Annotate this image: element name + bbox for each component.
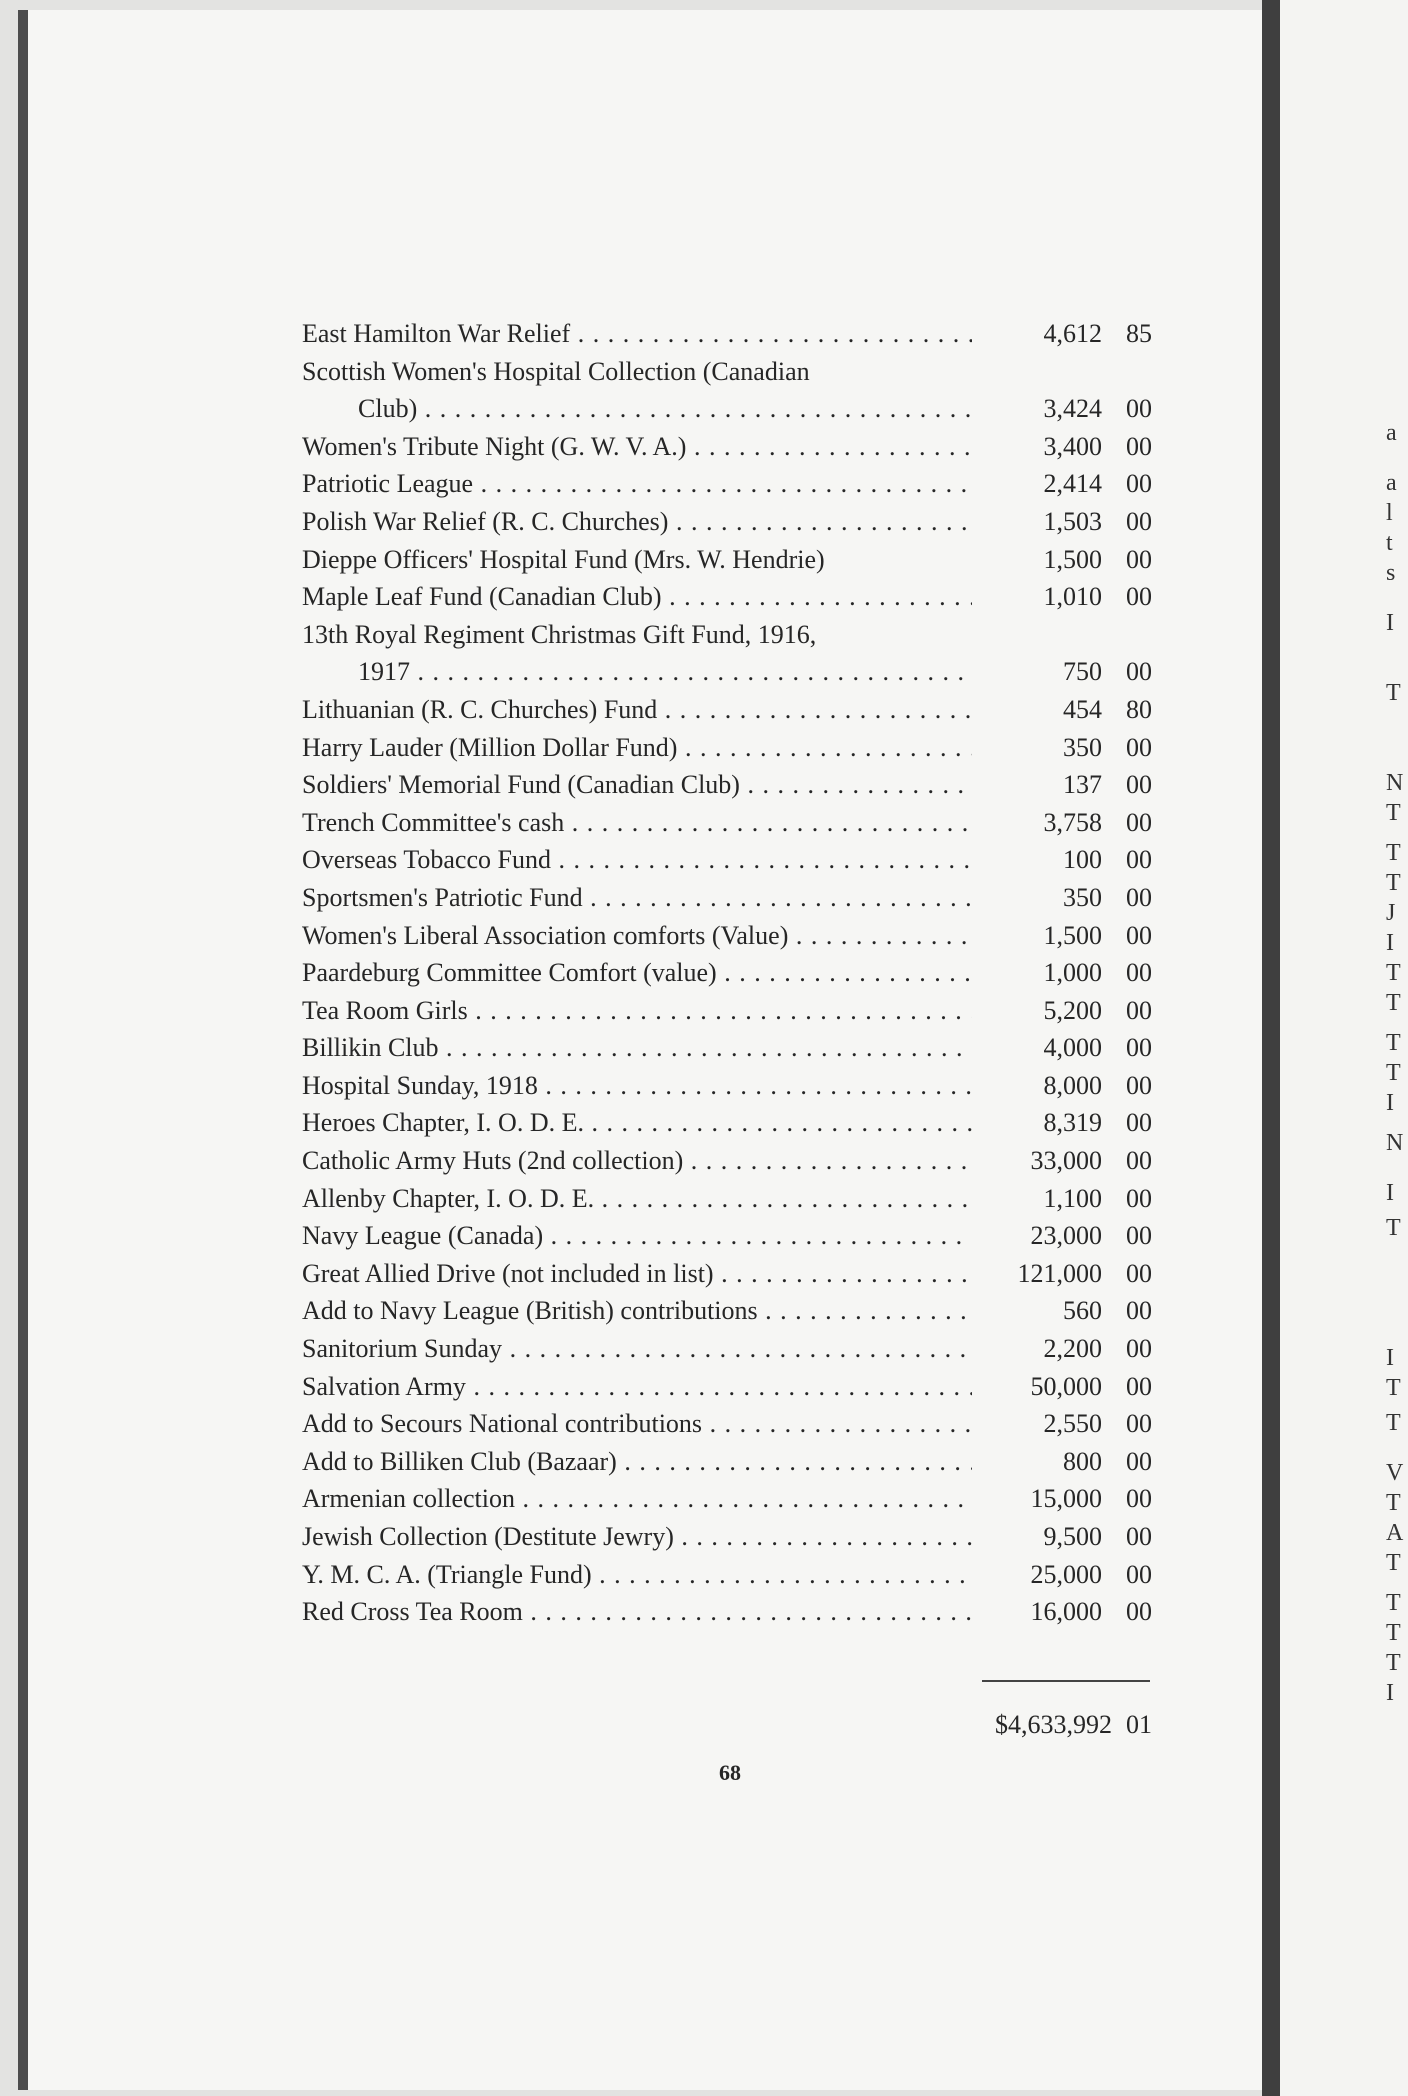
ledger-row-label: Navy League (Canada) . . .	[302, 1217, 972, 1255]
ledger-row-cents: 00	[1126, 657, 1152, 687]
ledger-row	[302, 465, 1152, 503]
ledger-row-cents: 00	[1126, 506, 1152, 536]
ledger-row-cents: 00	[1126, 394, 1152, 424]
ledger-row-label: Red Cross Tea Room . . .	[302, 1593, 972, 1631]
ledger-row-amount: 1,100	[1043, 1183, 1102, 1213]
ledger-row-cents: 00	[1126, 882, 1152, 912]
ledger-row-label: 13th Royal Regiment Christmas Gift Fund, 1916,	[302, 619, 817, 649]
ledger-row-label: Armenian collection . . .	[302, 1480, 972, 1518]
ledger-row-label: Add to Secours National contributions . . .	[302, 1405, 972, 1443]
ledger-row-label: Lithuanian (R. C. Churches) Fund . . .	[302, 691, 972, 729]
facing-page-letter: T	[1386, 1550, 1401, 1576]
ledger-row-amount: 2,550	[1043, 1409, 1102, 1439]
facing-page-letter: T	[1386, 1030, 1401, 1056]
ledger-row-amount: 3,758	[1043, 807, 1102, 837]
book-gutter	[1262, 0, 1280, 2096]
ledger-row-amount: 100	[1063, 845, 1102, 875]
facing-page-letter: T	[1386, 800, 1401, 826]
ledger-row-label: Paardeburg Committee Comfort (value) . . .	[302, 954, 972, 992]
ledger-row-cents: 00	[1126, 431, 1152, 461]
ledger-row	[302, 917, 1152, 955]
ledger-row-amount: 4,612	[1043, 319, 1102, 348]
ledger-row	[302, 1368, 1152, 1406]
ledger-row	[302, 1142, 1152, 1180]
ledger-row	[302, 1330, 1152, 1368]
ledger-row-label: Patriotic League . . .	[302, 465, 972, 503]
ledger-row-label: East Hamilton War Relief . . .	[302, 315, 972, 353]
ledger-row	[302, 1593, 1152, 1631]
total-rule	[982, 1680, 1150, 1682]
ledger-row	[302, 616, 1152, 654]
contributions-list	[302, 315, 1152, 1631]
ledger-row-cents: 00	[1126, 958, 1152, 988]
facing-page-letter: T	[1386, 1620, 1401, 1646]
facing-page-letter: T	[1386, 1490, 1401, 1516]
ledger-row-amount: 3,424	[1043, 394, 1102, 424]
ledger-row-label: Y. M. C. A. (Triangle Fund) . . .	[302, 1556, 972, 1594]
ledger-row-label: Tea Room Girls . . .	[302, 992, 972, 1030]
ledger-row-amount: 8,000	[1043, 1070, 1102, 1100]
ledger-row-cents: 00	[1126, 920, 1152, 950]
ledger-row-amount: 33,000	[1030, 1146, 1102, 1176]
ledger-row-amount: 3,400	[1043, 431, 1102, 461]
facing-page-letter: I	[1386, 1680, 1394, 1706]
ledger-row-cents: 00	[1126, 1033, 1152, 1063]
ledger-row-label: Allenby Chapter, I. O. D. E. . . .	[302, 1180, 972, 1218]
ledger-row	[302, 578, 1152, 616]
facing-page-letter: t	[1386, 530, 1393, 556]
ledger-row	[302, 653, 1152, 691]
ledger-row-amount: 1,503	[1043, 506, 1102, 536]
ledger-row-cents: 00	[1126, 1559, 1152, 1589]
ledger-row-amount: 1,500	[1043, 544, 1102, 574]
ledger-row-label: Add to Navy League (British) contributions . . .	[302, 1292, 972, 1330]
facing-page-letter: I	[1386, 930, 1394, 956]
ledger-row-cents: 00	[1126, 1371, 1152, 1401]
ledger-row-label: 1917 . . .	[302, 653, 972, 691]
ledger-row-label: Maple Leaf Fund (Canadian Club) . . .	[302, 578, 972, 616]
ledger-row	[302, 503, 1152, 541]
ledger-row	[302, 992, 1152, 1030]
ledger-row	[302, 390, 1152, 428]
ledger-row-label: Salvation Army . . .	[302, 1368, 972, 1406]
ledger-row-label: Sportsmen's Patriotic Fund . . .	[302, 879, 972, 917]
ledger-row-cents: 00	[1126, 1108, 1152, 1138]
ledger-row-cents: 00	[1126, 1446, 1152, 1476]
ledger-row-amount: 25,000	[1030, 1559, 1102, 1589]
ledger-row-label: Jewish Collection (Destitute Jewry) . . .	[302, 1518, 972, 1556]
ledger-row	[302, 804, 1152, 842]
ledger-row-label: Dieppe Officers' Hospital Fund (Mrs. W. Hendrie)	[302, 544, 825, 574]
ledger-row-label: Women's Tribute Night (G. W. V. A.) . . .	[302, 428, 972, 466]
ledger-row-label: Harry Lauder (Million Dollar Fund) . . .	[302, 729, 972, 767]
ledger-row-cents: 00	[1126, 1146, 1152, 1176]
facing-page-letter: a	[1386, 470, 1397, 496]
ledger-row-amount: 1,500	[1043, 920, 1102, 950]
ledger-row-amount: 23,000	[1030, 1221, 1102, 1251]
ledger-row-amount: 454	[1063, 694, 1102, 724]
ledger-row-cents: 00	[1126, 582, 1152, 612]
facing-page-letter: I	[1386, 1180, 1394, 1206]
facing-page-letter: T	[1386, 1215, 1401, 1241]
ledger-row-label: Catholic Army Huts (2nd collection) . . .	[302, 1142, 972, 1180]
ledger-row	[302, 766, 1152, 804]
facing-page-letter: T	[1386, 1590, 1401, 1616]
ledger-row-amount: 50,000	[1030, 1371, 1102, 1401]
ledger-row-amount: 2,414	[1043, 469, 1102, 499]
ledger-row-label: Great Allied Drive (not included in list) . . .	[302, 1255, 972, 1293]
facing-page-letter: a	[1386, 420, 1397, 446]
facing-page-letter: T	[1386, 1375, 1401, 1401]
ledger-row-label: Hospital Sunday, 1918 . . .	[302, 1067, 972, 1105]
facing-page-letter: T	[1386, 1410, 1401, 1436]
ledger-row-amount: 4,000	[1043, 1033, 1102, 1063]
facing-page-letter: N	[1386, 1130, 1404, 1156]
ledger-row-cents: 00	[1126, 1296, 1152, 1326]
ledger-row	[302, 729, 1152, 767]
ledger-row-amount: 16,000	[1030, 1597, 1102, 1627]
ledger-row-amount: 560	[1063, 1296, 1102, 1326]
ledger-row-cents: 00	[1126, 770, 1152, 800]
ledger-row-amount: 350	[1063, 882, 1102, 912]
ledger-row	[302, 1480, 1152, 1518]
ledger-row-label: Scottish Women's Hospital Collection (Canadian	[302, 356, 810, 386]
ledger-row	[302, 1217, 1152, 1255]
ledger-row-cents: 00	[1126, 807, 1152, 837]
facing-page-letter: I	[1386, 1345, 1394, 1371]
grand-total-cents: 01	[1126, 1710, 1152, 1739]
ledger-row-label: Overseas Tobacco Fund . . .	[302, 841, 972, 879]
ledger-row-amount: 137	[1063, 770, 1102, 800]
ledger-row-cents: 00	[1126, 1409, 1152, 1439]
facing-page-text-fragments	[1386, 0, 1408, 2096]
facing-page-letter: I	[1386, 610, 1394, 636]
facing-page-letter: s	[1386, 560, 1396, 586]
grand-total-amount: $4,633,992	[995, 1710, 1112, 1739]
facing-page-letter: T	[1386, 840, 1401, 866]
ledger-row	[302, 841, 1152, 879]
ledger-row-cents: 00	[1126, 1221, 1152, 1251]
page-number: 68	[719, 1760, 741, 1785]
facing-page-letter: l	[1386, 500, 1393, 526]
ledger-row	[302, 691, 1152, 729]
ledger-row	[302, 1443, 1152, 1481]
facing-page-letter: T	[1386, 1650, 1401, 1676]
ledger-row-amount: 2,200	[1043, 1334, 1102, 1364]
ledger-row	[302, 1104, 1152, 1142]
ledger-row	[302, 1518, 1152, 1556]
ledger-row-label: Add to Billiken Club (Bazaar) . . .	[302, 1443, 972, 1481]
ledger-row	[302, 1180, 1152, 1218]
ledger-row	[302, 1067, 1152, 1105]
ledger-row-cents: 00	[1126, 732, 1152, 762]
facing-page-letter: T	[1386, 990, 1401, 1016]
facing-page-letter: I	[1386, 1090, 1394, 1116]
ledger-row	[302, 954, 1152, 992]
ledger-row-amount: 800	[1063, 1446, 1102, 1476]
ledger-row-cents: 00	[1126, 1522, 1152, 1551]
ledger-row-cents: 00	[1126, 845, 1152, 875]
ledger-row-cents: 00	[1126, 1183, 1152, 1213]
ledger-row	[302, 879, 1152, 917]
ledger-row-amount: 5,200	[1043, 995, 1102, 1025]
ledger-row	[302, 1029, 1152, 1067]
ledger-row-label: Sanitorium Sunday . . .	[302, 1330, 972, 1368]
ledger-row-amount: 750	[1063, 657, 1102, 687]
ledger-row-label: Club) . . .	[302, 390, 972, 428]
ledger-row-cents: 85	[1126, 319, 1152, 348]
ledger-row-label: Trench Committee's cash . . .	[302, 804, 972, 842]
ledger-row	[302, 428, 1152, 466]
grand-total	[972, 1710, 1152, 1740]
ledger-row	[302, 315, 1152, 353]
facing-page-letter: T	[1386, 960, 1401, 986]
ledger-row-amount: 8,319	[1043, 1108, 1102, 1138]
ledger-row-amount: 350	[1063, 732, 1102, 762]
ledger-row-amount: 9,500	[1043, 1522, 1102, 1551]
ledger-row-cents: 00	[1126, 995, 1152, 1025]
ledger-row-cents: 00	[1126, 1334, 1152, 1364]
facing-page-letter: N	[1386, 770, 1404, 796]
facing-page-letter: J	[1386, 900, 1396, 926]
ledger-row-cents: 00	[1126, 1070, 1152, 1100]
ledger-row-cents: 00	[1126, 1597, 1152, 1627]
ledger-row-label: Heroes Chapter, I. O. D. E. . . .	[302, 1104, 972, 1142]
ledger-row	[302, 353, 1152, 391]
ledger-row-cents: 80	[1126, 694, 1152, 724]
ledger-row-amount: 15,000	[1030, 1484, 1102, 1514]
ledger-row-label: Soldiers' Memorial Fund (Canadian Club) . . .	[302, 766, 972, 804]
facing-page-letter: T	[1386, 680, 1401, 706]
ledger-row-cents: 00	[1126, 1258, 1152, 1288]
ledger-row	[302, 1556, 1152, 1594]
ledger-row-cents: 00	[1126, 1484, 1152, 1514]
ledger-row-amount: 1,010	[1043, 582, 1102, 612]
ledger-row	[302, 541, 1152, 579]
ledger-row-cents: 00	[1126, 469, 1152, 499]
ledger-row-label: Billikin Club . . .	[302, 1029, 972, 1067]
ledger-row	[302, 1255, 1152, 1293]
facing-page-letter: T	[1386, 870, 1401, 896]
ledger-row	[302, 1292, 1152, 1330]
ledger-row-label: Women's Liberal Association comforts (Value) . . .	[302, 917, 972, 955]
ledger-row-cents: 00	[1126, 544, 1152, 574]
facing-page-letter: T	[1386, 1060, 1401, 1086]
ledger-row-amount: 1,000	[1043, 958, 1102, 988]
ledger-row-label: Polish War Relief (R. C. Churches) . . .	[302, 503, 972, 541]
ledger-row-amount: 121,000	[1017, 1258, 1102, 1288]
ledger-row	[302, 1405, 1152, 1443]
facing-page-letter: A	[1386, 1520, 1404, 1546]
facing-page-letter: V	[1386, 1460, 1404, 1486]
